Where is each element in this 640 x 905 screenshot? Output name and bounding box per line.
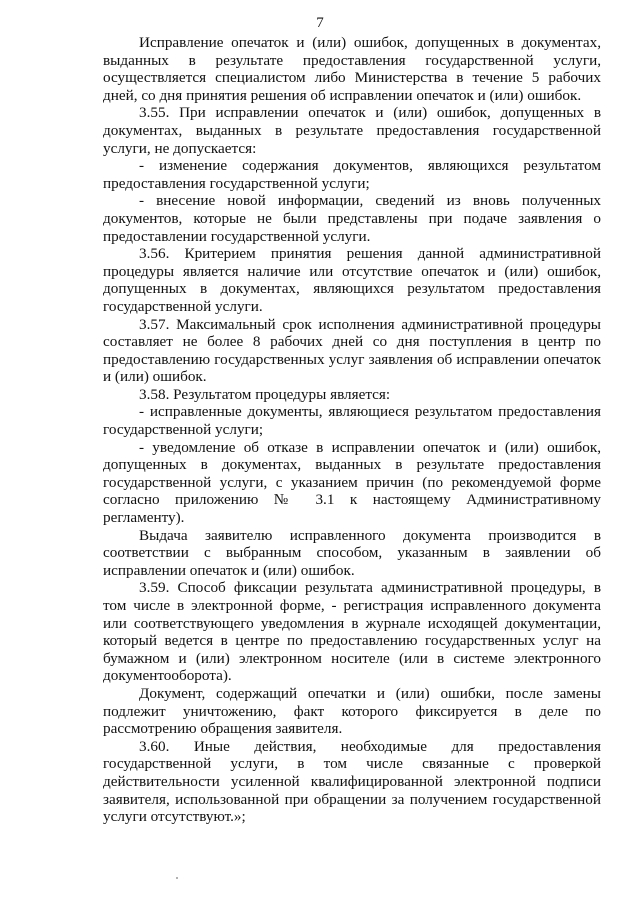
list-item-new-information: - внесение новой информации, сведений из вновь полученных документов, которые не были представлены при подаче заявления о предоставлении государственной услуги. bbox=[103, 192, 601, 245]
list-item-corrected-documents: - исправленные документы, являющиеся результатом предоставления государственной услуги; bbox=[103, 403, 601, 439]
paragraph-3-55: 3.55. При исправлении опечаток и (или) ошибок, допущенных в документах, выданных в результате предоставления государственной услуги, не допускается: bbox=[103, 104, 601, 157]
paragraph-3-57: 3.57. Максимальный срок исполнения административной процедуры составляет не более 8 рабочих дней со дня поступления в центр по предоставлению государственных услуг заявления об исправлении опечаток и (или) ошибок. bbox=[103, 315, 601, 386]
list-item-refusal-notice: - уведомление об отказе в исправлении опечаток и (или) ошибок, допущенных в документах, выданных в результате предоставления государственной услуги, с указанием причин (по рекомендуемой форме согласно приложению № 3.1 к настоящему Административному регламенту). bbox=[103, 438, 601, 527]
list-item-content-change: - изменение содержания документов, являющихся результатом предоставления государственной услуги; bbox=[103, 157, 601, 192]
paragraph-3-59: 3.59. Способ фиксации результата административной процедуры, в том числе в электронной форме, - регистрация исправленного документа или соответствующего уведомления в журнале исходящей документации, который ведется в центре по предоставлению государственных услуг на бумажном и (или) электронном носителе (или в системе электронного документооборота). bbox=[103, 579, 601, 685]
paragraph-3-56: 3.56. Критерием принятия решения данной административной процедуры является наличие или отсутствие опечаток и (или) ошибок, допущенных в документах, являющихся результатом предоставления государственной услуги. bbox=[103, 245, 601, 315]
paragraph-3-58: 3.58. Результатом процедуры является: bbox=[139, 385, 391, 403]
page-number: 7 bbox=[316, 15, 324, 31]
paragraph-3-60: 3.60. Иные действия, необходимые для предоставления государственной услуги, в том числе связанные с проверкой действительности усиленной квалифицированной электронной подписи заявителя, использованной при обращении за получением государственной услуги отсутствуют.»; bbox=[103, 737, 601, 826]
paragraph-issuance: Выдача заявителю исправленного документа производится в соответствии с выбранным способом, указанным в заявлении об исправлении опечаток и (или) ошибок. bbox=[103, 526, 601, 579]
document-body bbox=[103, 34, 601, 826]
paragraph-destruction: Документ, содержащий опечатки и (или) ошибки, после замены подлежит уничтожению, факт которого фиксируется в деле по рассмотрению обращения заявителя. bbox=[103, 684, 601, 738]
paragraph-correction-procedure: Исправление опечаток и (или) ошибок, допущенных в документах, выданных в результате предоставления государственной услуги, осуществляется специалистом либо Министерства в течение 5 рабочих дней, со дня принятия решения об исправлении опечаток и (или) ошибок. bbox=[103, 34, 601, 104]
scan-artifact-dot bbox=[176, 877, 178, 879]
